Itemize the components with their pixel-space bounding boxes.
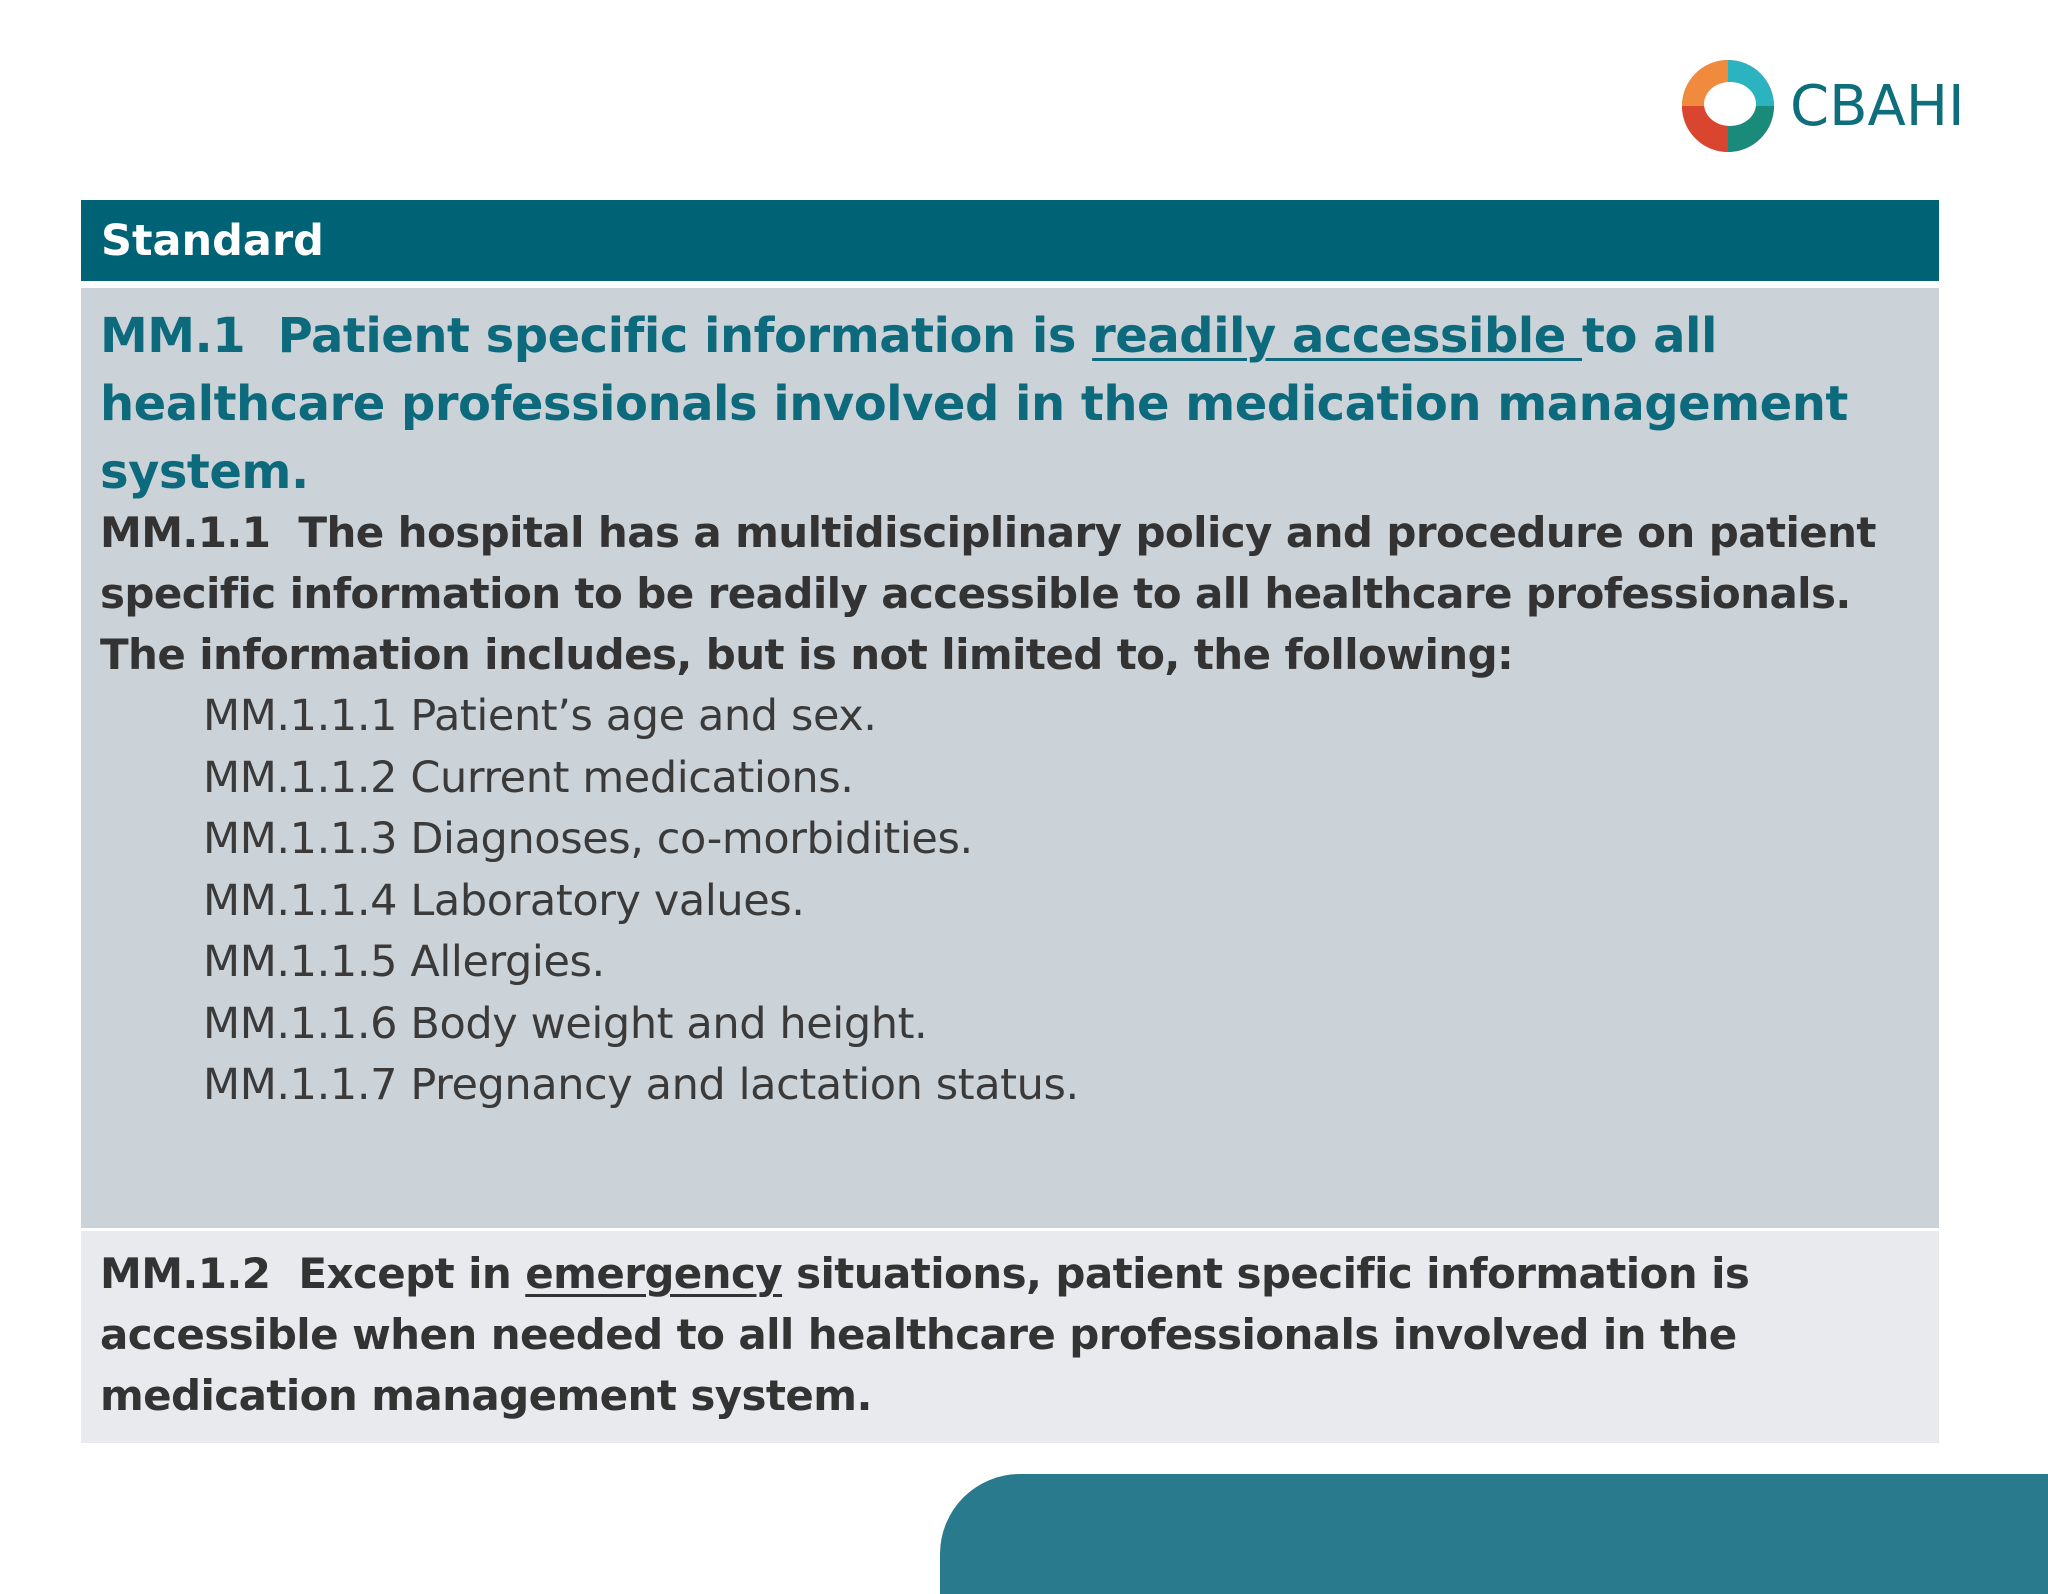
- criterion-2-text-underlined: emergency: [525, 1249, 783, 1298]
- criterion-1-heading: [100, 502, 1920, 685]
- header-label: Standard: [101, 216, 324, 266]
- standard-title: [100, 302, 1920, 506]
- footer-decoration: [940, 1474, 2048, 1594]
- criterion-2-code: MM.1.2: [100, 1249, 271, 1298]
- list-item: MM.1.1.7 Pregnancy and lactation status.: [203, 1060, 1079, 1110]
- list-item: MM.1.1.6 Body weight and height.: [203, 998, 928, 1049]
- criterion-1-code: MM.1.1: [100, 508, 271, 557]
- list-item: MM.1.1.1 Patient’s age and sex.: [203, 691, 877, 741]
- standard-text-underlined: readily accessible: [1092, 308, 1583, 364]
- standard-code: MM.1: [100, 308, 246, 364]
- list-item: MM.1.1.4 Laboratory values.: [203, 875, 805, 926]
- standard-text-before: Patient specific information is: [277, 308, 1093, 364]
- list-item: MM.1.1.3 Diagnoses, co-morbidities.: [203, 814, 973, 864]
- standard-header-bar: [81, 200, 1939, 281]
- standard-text-after: to all healthcare professionals involved in the medication management system.: [100, 308, 1848, 500]
- criterion-1-text: The hospital has a multidisciplinary policy and procedure on patient specific information to be readily accessible to all healthcare professionals. The information includes, but is not limited to, the following:: [100, 508, 1876, 679]
- cbahi-logo-icon: [1680, 58, 1776, 154]
- criterion-2-text-before: Except in: [298, 1249, 526, 1298]
- criterion-2-text-after: situations, patient specific information is accessible when needed to all healthcare professionals involved in the medication management system.: [100, 1249, 1750, 1420]
- criterion-2-text-block: [100, 1243, 1920, 1426]
- cbahi-logo: [1680, 56, 1964, 156]
- criterion-1-items: [203, 686, 1079, 1117]
- list-item: MM.1.1.5 Allergies.: [203, 937, 605, 987]
- logo-text: CBAHI: [1790, 73, 1965, 139]
- list-item: MM.1.1.2 Current medications.: [203, 752, 854, 803]
